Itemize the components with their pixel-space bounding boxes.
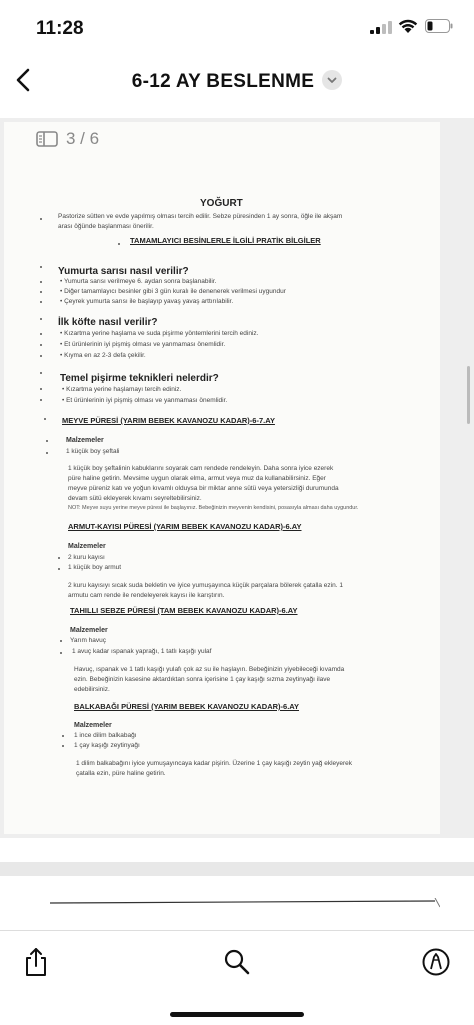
bullet-dot <box>46 440 48 442</box>
bullet-dot <box>60 652 62 654</box>
r3-ingredient: Yarım havuç <box>70 637 107 644</box>
markup-button[interactable] <box>421 947 451 977</box>
search-icon <box>222 947 252 977</box>
bullet-dot <box>44 418 46 420</box>
share-button[interactable] <box>22 947 50 977</box>
status-bar <box>0 0 474 54</box>
markup-pen-icon <box>421 947 451 977</box>
r3-text: edebilirsiniz. <box>74 686 110 693</box>
q2-line: • Kıyma en az 2-3 defa çekilir. <box>60 352 146 359</box>
bullet-dot <box>40 281 42 283</box>
bullet-dot <box>40 355 42 357</box>
bullet-dot <box>40 372 42 374</box>
document-title-menu[interactable] <box>0 70 474 93</box>
q2-heading: İlk köfte nasıl verilir? <box>58 317 158 328</box>
q3-heading: Temel pişirme teknikleri nelerdir? <box>60 373 219 384</box>
bullet-dot <box>62 745 64 747</box>
r2-ingredient: 2 kuru kayısı <box>68 554 105 561</box>
share-icon <box>22 947 50 977</box>
r1-text: püre haline getirin. Mevsime uygun olarak elma, armut veya muz da kullanabilirsiniz. Eğer <box>68 475 326 482</box>
q3-line: • Et ürünlerinin iyi pişmiş olması ve yanmaması önemlidir. <box>62 397 228 404</box>
chevron-down-icon <box>322 70 342 90</box>
r3-ingredient: 1 avuç kadar ıspanak yaprağı, 1 tatlı kaşığı yulaf <box>72 648 212 655</box>
q2-line: • Et ürünlerinin iyi pişmiş olması ve yanmaması önemlidir. <box>60 341 226 348</box>
document-viewer[interactable] <box>0 118 474 838</box>
bullet-dot <box>40 399 42 401</box>
r3-text: ezin. Bebeğinizin kasesine aktardıktan sonra içerisine 1 çay kaşığı sızma zeytinyağı ilave <box>74 676 331 683</box>
page-indicator[interactable] <box>36 129 99 149</box>
r4-ingredient: 1 ince dilim balkabağı <box>74 732 137 739</box>
r2-text: 2 kuru kayısıyı sıcak suda bekletin ve iyice yumuşayınca küçük parçalara bölerek çatalla ezin. 1 <box>68 582 343 589</box>
bullet-dot <box>40 218 42 220</box>
scroll-indicator[interactable] <box>467 366 470 424</box>
r1-note: NOT: Meyve suyu yerine meyve püresi ile başlayınız. Bebeğinizin meyvenin kendisini, posasıyla alması daha uygundur. <box>68 505 359 511</box>
r4-heading: BALKABAĞI PÜRESİ (YARIM BEBEK KAVANOZU KADAR)-6.AY <box>74 702 300 711</box>
bullet-dot <box>40 344 42 346</box>
r4-text: çatalla ezin, püre haline getirin. <box>76 770 166 777</box>
r1-text: devam sütü ekleyerek kıvamı seyreltebilirsiniz. <box>68 495 202 502</box>
bullet-dot <box>46 452 48 454</box>
r4-ingredients-label: Malzemeler <box>74 722 112 729</box>
r1-ingredients-label: Malzemeler <box>66 437 104 444</box>
bullet-dot <box>40 318 42 320</box>
q1-line: • Diğer tamamlayıcı besinler gibi 3 gün kuralı ile denenerek verilmesi uygundur <box>60 288 286 295</box>
r1-text: meyve püreniz katı ve yoğun kıvamlı olduysa bir miktar anne sütü veya yetersizliği durumunda <box>68 485 339 492</box>
r4-text: 1 dilim balkabağını iyice yumuşayıncaya kadar pişirin. Üzerine 1 çay kaşığı zeytin yağ ekleyerek <box>76 760 353 767</box>
q1-heading: Yumurta sarısı nasıl verilir? <box>58 266 189 277</box>
doc-subheading: TAMAMLAYICI BESİNLERLE İLGİLİ PRATİK BİLGİLER <box>130 236 321 245</box>
bullet-dot <box>40 291 42 293</box>
r3-ingredients-label: Malzemeler <box>70 627 108 634</box>
r2-heading: ARMUT-KAYISI PÜRESİ (YARIM BEBEK KAVANOZU KADAR)-6.AY <box>68 522 302 531</box>
r4-ingredient: 1 çay kaşığı zeytinyağı <box>74 742 140 749</box>
wifi-icon <box>398 18 418 34</box>
battery-icon <box>425 19 453 33</box>
sidebar-icon <box>36 131 58 147</box>
r1-heading: MEYVE PÜRESİ (YARIM BEBEK KAVANOZU KADAR)-6-7.AY <box>62 416 275 425</box>
bullet-dot <box>118 243 120 245</box>
doc-intro-line: arası öğünde başlanması önerilir. <box>58 223 154 230</box>
bullet-dot <box>40 266 42 268</box>
home-indicator[interactable] <box>170 1012 304 1017</box>
document-content <box>4 122 440 834</box>
r3-heading: TAHILLI SEBZE PÜRESİ (TAM BEBEK KAVANOZU KADAR)-6.AY <box>70 606 298 615</box>
status-time: 11:28 <box>36 18 84 39</box>
q1-line: • Yumurta sarısı verilmeye 6. aydan sonra başlanabilir. <box>60 278 217 285</box>
nav-title: 6-12 AY BESLENME <box>131 71 315 92</box>
nav-bar <box>0 54 474 106</box>
scanned-page <box>4 122 440 834</box>
search-button[interactable] <box>222 947 252 977</box>
doc-intro-line: Pastorize sütten ve evde yapılmış olması tercih edilir. Sebze püresinden 1 ay sonra, öğle ile akşam <box>58 213 343 220</box>
bullet-dot <box>40 333 42 335</box>
bullet-dot <box>40 301 42 303</box>
cellular-signal-icon <box>370 21 392 34</box>
bullet-dot <box>40 388 42 390</box>
r2-text: armutu cam rende ile rendeleyerek kayısı ile karıştırın. <box>68 592 225 599</box>
r2-ingredients-label: Malzemeler <box>68 543 106 550</box>
q2-line: • Kızartma yerine haşlama ve suda pişirme yöntemlerini tercih ediniz. <box>60 330 259 337</box>
next-page-edge <box>50 898 440 908</box>
doc-title: YOĞURT <box>200 198 243 209</box>
bullet-dot <box>58 557 60 559</box>
r2-ingredient: 1 küçük boy armut <box>68 564 122 571</box>
bullet-dot <box>60 640 62 642</box>
bullet-dot <box>58 568 60 570</box>
r1-ingredient: 1 küçük boy şeftali <box>66 448 120 455</box>
page-separator <box>0 862 474 876</box>
bullet-dot <box>62 735 64 737</box>
bottom-toolbar <box>0 930 474 1025</box>
page-indicator-text: 3 / 6 <box>66 129 100 148</box>
r3-text: Havuç, ıspanak ve 1 tatlı kaşığı yulafı çok az su ile haşlayın. Bebeğinizin yiyebileceği kıvamda <box>74 666 345 673</box>
q1-line: • Çeyrek yumurta sarısı ile başlayıp yavaş yavaş arttırılabilir. <box>60 298 234 305</box>
q3-line: • Kızartma yerine haşlamayı tercih ediniz. <box>62 386 182 393</box>
r1-text: 1 küçük boy şeftalinin kabuklarını soyarak cam rendede rendeleyin. Daha sonra iyice ezerek <box>68 465 334 472</box>
